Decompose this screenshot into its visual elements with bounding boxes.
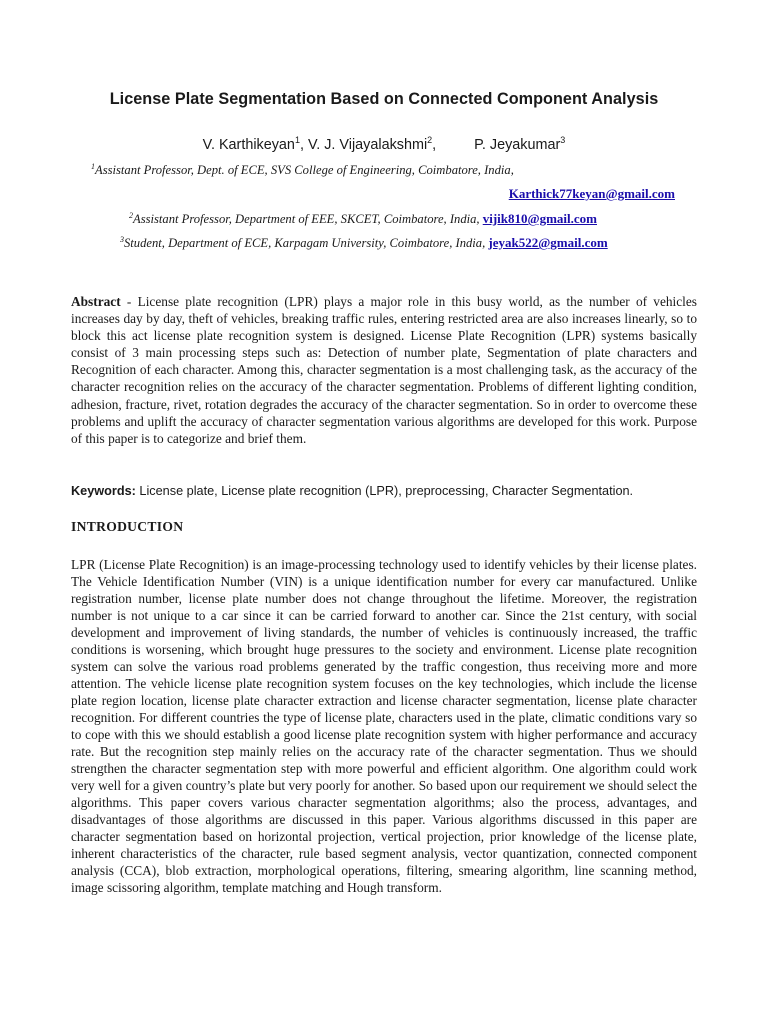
affiliation-separator: , (510, 163, 514, 178)
affiliation-text: Assistant Professor, Department of EEE, SKCET, Coimbatore, India (133, 212, 477, 227)
section-heading-introduction: INTRODUCTION (71, 519, 184, 534)
affiliation-3 (120, 235, 608, 251)
affiliation-separator: , (482, 236, 489, 251)
author-separator: , (299, 136, 308, 153)
author-name: V. Karthikeyan (202, 136, 295, 153)
author-name: P. Jeyakumar (474, 136, 561, 153)
affiliation-separator: , (476, 212, 483, 227)
affiliation-text: Assistant Professor, Dept. of ECE, SVS College of Engineering, Coimbatore, India (95, 163, 511, 178)
author-name: V. J. Vijayalakshmi (307, 136, 428, 153)
affiliation-superscript: 1 (91, 162, 95, 171)
affiliation-superscript: 2 (129, 211, 133, 220)
author-superscript: 1 (294, 135, 300, 145)
email-link[interactable]: Karthick77keyan@gmail.com (508, 186, 675, 201)
abstract-dash: - (120, 294, 138, 309)
abstract (71, 293, 697, 447)
keywords (71, 484, 697, 498)
affiliation-superscript: 3 (120, 235, 124, 244)
keywords-label: Keywords: (71, 484, 136, 498)
keywords-text: License plate, License plate recognition (LPR), preprocessing, Character Segmentation. (135, 484, 634, 498)
author-separator: , (432, 136, 437, 153)
affiliation-1 (91, 162, 514, 178)
email-link[interactable]: jeyak522@gmail.com (488, 235, 608, 251)
author-superscript: 2 (427, 135, 433, 145)
author-superscript: 3 (560, 135, 566, 145)
abstract-text: License plate recognition (LPR) plays a major role in this busy world, as the number of vehicles increases day by day, theft of vehicles, breaking traffic rules, entering restricted area are also increases linearly, so to block this act license plate recognition system is designed. License Plate Recognition (LPR) systems basically consist of 3 main processing steps such as: Detection of number plate, Segmentation of plate characters and Recognition of each character. Among this, character segmentation is a most challenging task, as the accuracy of the character recognition relies on the accuracy of the character segmentation. Problems of different lighting condition, adhesion, fracture, rivet, rotation degrades the accuracy of the character segmentation. So in order to overcome these problems and uplift the accuracy of character segmentation various algorithms are developed for this work. Purpose of this paper is to categorize and brief them. (71, 294, 698, 446)
paper-title: License Plate Segmentation Based on Connected Component Analysis (109, 90, 659, 108)
affiliation-1-email-line (509, 186, 675, 202)
abstract-label: Abstract (71, 294, 121, 309)
affiliation-2 (129, 211, 597, 227)
affiliation-text: Student, Department of ECE, Karpagam University, Coimbatore, India (124, 236, 483, 251)
email-link[interactable]: vijik810@gmail.com (482, 211, 597, 227)
introduction-paragraph: LPR (License Plate Recognition) is an image-processing technology used to identify vehicles by their license plates. The Vehicle Identification Number (VIN) is a unique identification number for every car manufactured. Unlike registration number, license plate number does not change throughout the lifetime. Moreover, the registration number is not unique to a car since it can be carried forward to another car. Since the 21st century, with social development and improvement of living standards, the number of vehicles is continuously increased, the traffic conditions is worsening, which brought huge pressures to the society and environment. License plate recognition system can solve the various road problems generated by the traffic congestion, thus receiving more and more attention. The vehicle license plate recognition system focuses on the key technologies, which include the license plate region location, license plate character extraction and license character segmentation, license plate character recognition. For different countries the type of license plate, characters used in the plate, climatic conditions vary so to cope with this we should establish a good license plate recognition system with higher performance and accuracy rate. But the recognition step mainly relies on the accuracy rate of the character segmentation. Thus we should strengthen the character segmentation step with more powerful and efficient algorithm. One algorithm could work very well for a given country’s plate but very poorly for another. So based upon our requirement we should select the algorithms. This paper covers various character segmentation algorithms; also the process, advantages, and disadvantages of those algorithms are discussed in this paper. Various algorithms discussed in this paper are character segmentation based on horizontal projection, vertical projection, prior knowledge of the license plate, inherent characteristics of the character, rule based segment analysis, vector quantization, connected component analysis (CCA), blob extraction, morphological operations, filtering, smearing algorithm, line scanning method, image scissoring algorithm, template matching and Hough transform. (71, 557, 697, 895)
author-list (0, 135, 768, 153)
